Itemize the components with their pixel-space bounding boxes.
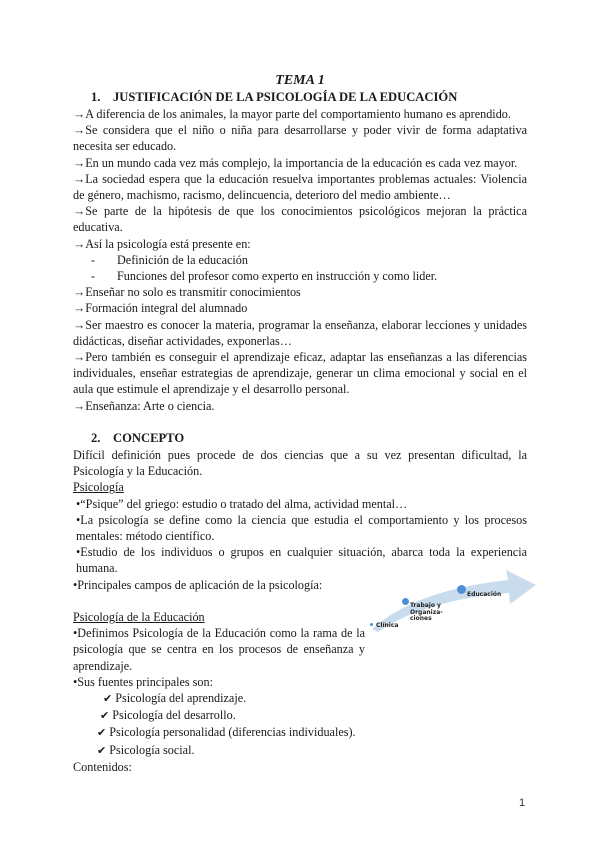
- dash-list-item: [73, 268, 527, 284]
- check-list-item: [73, 724, 527, 741]
- section-1-heading-text: JUSTIFICACIÓN DE LA PSICOLOGÍA DE LA EDUCACIÓN: [113, 90, 458, 104]
- dash-marker: -: [91, 269, 96, 284]
- paragraph: →Así la psicología está presente en:: [73, 236, 251, 251]
- paragraph: →A diferencia de los animales, la mayor parte del comportamiento humano es aprendido.: [73, 107, 511, 121]
- definition-paragraph: •Definimos Psicología de la Educación como la rama de la psicología que se centra en los procesos de enseñanza y aprendizaje.: [73, 626, 365, 673]
- paragraph: →La sociedad espera que la educación resuelva importantes problemas actuales: Violencia de género, machismo, racismo, delincuencia, deterioro del medio ambiente…: [73, 171, 527, 203]
- check-icon: ✔: [97, 726, 107, 740]
- paragraph: →Formación integral del alumnado: [73, 301, 248, 316]
- educacion-dot-icon: [457, 585, 466, 594]
- check-item-text: Psicología del aprendizaje.: [115, 691, 247, 706]
- campos-line: •Principales campos de aplicación de la psicología:: [73, 577, 323, 592]
- section-2-heading-text: CONCEPTO: [113, 431, 185, 446]
- section-1-number: 1.: [91, 90, 101, 104]
- section-1-heading: [73, 89, 527, 106]
- paragraph: →Pero también es conseguir el aprendizaje eficaz, adaptar las enseñanzas a las diferencias individuales, enseñar estrategias de aprendizaje, generar un clima emocional y social en el aula que estimule el aprendizaje y el desarrollo personal.: [73, 350, 527, 397]
- paragraph: →En un mundo cada vez más complejo, la importancia de la educación es cada vez mayor.: [73, 155, 518, 170]
- diagram-label-clinica: Clínica: [376, 622, 399, 629]
- check-icon: ✔: [97, 743, 107, 757]
- check-item-text: Psicología del desarrollo.: [112, 708, 236, 723]
- page-content: [73, 72, 527, 775]
- paragraph: →Se parte de la hipótesis de que los conocimientos psicológicos mejoran la práctica educativa.: [73, 204, 527, 235]
- paragraph: →Enseñanza: Arte o ciencia.: [73, 398, 215, 413]
- paragraph: →Se considera que el niño o niña para desarrollarse y poder vivir de forma adaptativa necesita ser educado.: [73, 123, 527, 154]
- bullet-paragraph: •“Psique” del griego: estudio o tratado del alma, actividad mental…: [76, 496, 408, 511]
- check-icon: ✔: [100, 709, 110, 723]
- contenidos-label: Contenidos:: [73, 759, 132, 774]
- section-2-number: 2.: [91, 431, 101, 446]
- check-icon: ✔: [103, 692, 113, 706]
- check-list-item: [73, 707, 527, 724]
- fuentes-line: •Sus fuentes principales son:: [73, 674, 214, 689]
- dash-list-item: [73, 252, 527, 268]
- dash-item-text: Funciones del profesor como experto en instrucción y como lider.: [117, 269, 438, 284]
- paragraph: →Enseñar no solo es transmitir conocimientos: [73, 285, 301, 300]
- section-2-heading: [73, 430, 527, 447]
- trabajo-dot-icon: [402, 598, 409, 605]
- psychology-fields-diagram: [368, 566, 538, 632]
- check-list-item: [73, 742, 527, 759]
- check-list-item: [73, 690, 527, 707]
- dash-item-text: Definición de la educación: [117, 252, 248, 267]
- section-2-intro: Difícil definición pues procede de dos ciencias que a su vez presentan dificultad, la Psicología y la Educación.: [73, 448, 527, 479]
- clinica-dot-icon: [370, 623, 373, 626]
- spacer: [73, 414, 527, 430]
- dash-marker: -: [91, 252, 96, 267]
- bullet-paragraph: •Estudio de los individuos o grupos en cualquier situación, abarca toda la experiencia humana.: [76, 545, 527, 576]
- diagram-label-educacion: Educación: [467, 591, 502, 598]
- psicologia-educacion-subheading: Psicología de la Educación: [73, 610, 205, 625]
- document-title: TEMA 1: [275, 73, 325, 88]
- bullet-paragraph: •La psicología se define como la ciencia que estudia el comportamiento y los procesos mentales: método científico.: [76, 512, 527, 544]
- paragraph: →Ser maestro es conocer la materia, programar la enseñanza, elaborar lecciones y unidades didácticas, diseñar actividades, exponerlas…: [73, 317, 527, 348]
- check-item-text: Psicología social.: [109, 742, 195, 757]
- psicologia-subheading: Psicología: [73, 480, 124, 495]
- check-item-text: Psicología personalidad (diferencias individuales).: [109, 725, 356, 740]
- diagram-label-trabajo: Trabajo y Organiza-ciones: [410, 602, 443, 622]
- page-number: 1: [519, 797, 526, 809]
